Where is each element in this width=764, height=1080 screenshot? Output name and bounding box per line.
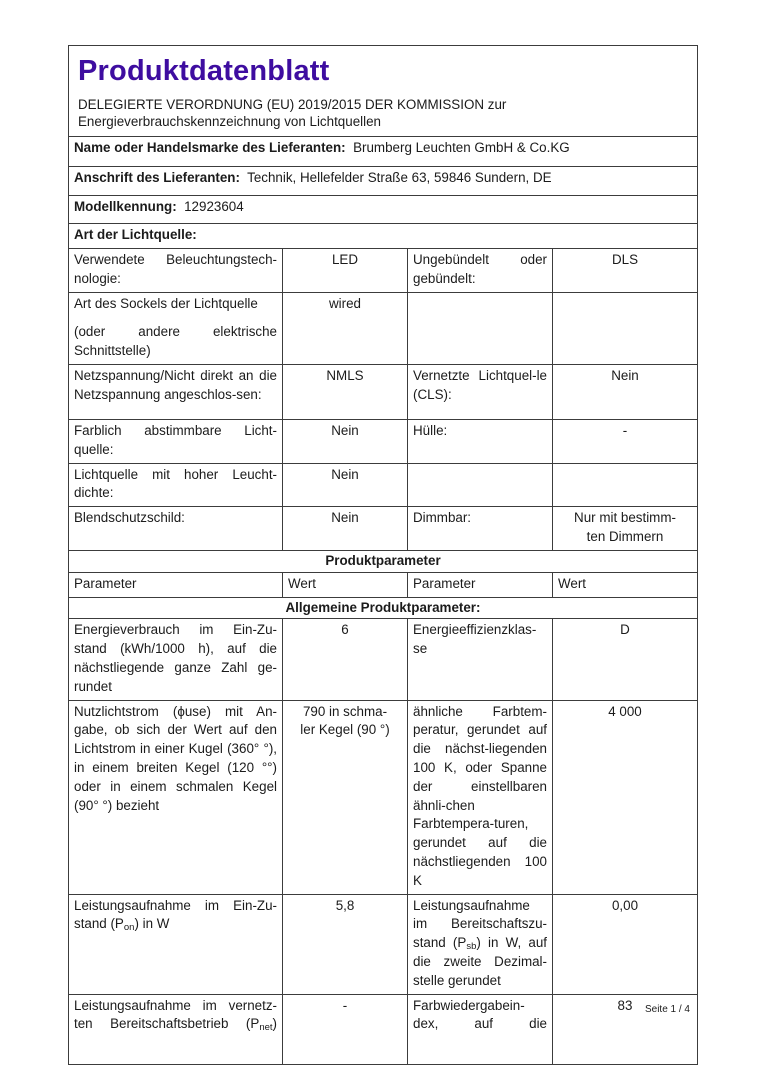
high-luminance-label: Lichtquelle mit hoher Leucht-dichte:	[69, 463, 283, 507]
dimmable-value	[553, 507, 698, 551]
supplier-name-cell	[69, 137, 698, 167]
color-temperature-value: 4 000	[553, 700, 698, 894]
power-networked-label-pre: Leistungsaufnahme im vernetz-ten Bereitschaftsbetrieb (P	[74, 997, 277, 1032]
supplier-name-label: Name oder Handelsmarke des Lieferanten:	[74, 140, 346, 155]
luminous-flux-value-line2: ler Kegel (90 °)	[300, 722, 390, 738]
cri-label: Farbwiedergabein-dex, auf die	[408, 994, 553, 1064]
power-networked-label	[69, 994, 283, 1064]
envelope-label: Hülle:	[408, 419, 553, 463]
empty-cell	[408, 292, 553, 364]
power-networked-value: -	[283, 994, 408, 1064]
power-on-row	[69, 894, 698, 994]
power-standby-subscript: sb	[466, 941, 477, 953]
power-networked-subscript: net	[259, 1022, 273, 1034]
cls-value: Nein	[553, 364, 698, 419]
power-networked-label-post: )	[272, 1016, 277, 1032]
subtitle-line-2: Energieverbrauchskennzeichnung von Lichtquellen	[78, 114, 381, 129]
empty-cell	[408, 463, 553, 507]
socket-label-part1: Art des Sockels der Lichtquelle	[74, 295, 258, 311]
power-on-label-pre: Leistungsaufnahme im Ein-Zu-stand (P	[74, 897, 277, 932]
mains-row	[69, 364, 698, 419]
general-parameters-header-row	[69, 597, 698, 619]
light-source-type-heading: Art der Lichtquelle:	[69, 224, 698, 249]
supplier-name-row	[69, 137, 698, 167]
page-title: Produktdatenblatt	[78, 55, 330, 87]
dimmable-value-line2: ten Dimmern	[586, 528, 664, 544]
dimmable-label: Dimmbar:	[408, 507, 553, 551]
power-on-value: 5,8	[283, 894, 408, 994]
power-on-label-post: ) in W	[134, 916, 170, 932]
tunable-row	[69, 419, 698, 463]
socket-label	[69, 292, 283, 364]
power-standby-value: 0,00	[553, 894, 698, 994]
energy-consumption-value: 6	[283, 619, 408, 700]
energy-class-label: Energieeffizienzklas-se	[408, 619, 553, 700]
power-networked-row	[69, 994, 698, 1064]
mains-label: Netzspannung/Nicht direkt an die Netzspannung angeschlos-sen:	[69, 364, 283, 419]
beam-label: Ungebündelt oder gebündelt:	[408, 249, 553, 293]
high-luminance-row	[69, 463, 698, 507]
product-parameters-header-row	[69, 550, 698, 572]
tunable-value: Nein	[283, 419, 408, 463]
color-temperature-label: ähnliche Farbtem-peratur, gerundet auf die nächst-liegenden 100 K, oder Spanne der einstellbaren ähnli-chen Farbtempera-turen, gerundet auf die nächstliegenden 100 K	[408, 700, 553, 894]
luminous-flux-row	[69, 700, 698, 894]
empty-cell	[553, 292, 698, 364]
energy-class-value: D	[553, 619, 698, 700]
shield-label: Blendschutzschild:	[69, 507, 283, 551]
power-on-label	[69, 894, 283, 994]
datasheet-table	[68, 45, 698, 1065]
shield-value: Nein	[283, 507, 408, 551]
envelope-value: -	[553, 419, 698, 463]
power-standby-label-pre: Leistungsaufnahme im Bereitschaftszu-stand (P	[413, 897, 547, 951]
technology-row	[69, 249, 698, 293]
dimmable-value-line1: Nur mit bestimm-	[574, 510, 676, 526]
luminous-flux-value	[283, 700, 408, 894]
product-parameters-heading: Produktparameter	[69, 550, 698, 572]
luminous-flux-value-line1: 790 in schma-	[302, 703, 388, 719]
col-header-parameter-1: Parameter	[69, 572, 283, 597]
model-id-value: 12923604	[184, 199, 244, 214]
supplier-address-cell	[69, 167, 698, 196]
power-on-subscript: on	[123, 922, 135, 934]
model-id-row	[69, 196, 698, 224]
col-header-value-1: Wert	[283, 572, 408, 597]
high-luminance-value: Nein	[283, 463, 408, 507]
page-number: Seite 1 / 4	[644, 1004, 690, 1015]
luminous-flux-label: Nutzlichtstrom (ϕuse) mit An-gabe, ob sich der Wert auf den Lichtstrom in einer Kugel (360° °), in einem breiten Kegel (120 °°) oder in einem schmalen Kegel (90° °) bezieht	[69, 700, 283, 894]
socket-label-part2: (oder andere elektrische Schnittstelle)	[74, 324, 277, 359]
socket-value: wired	[283, 292, 408, 364]
shield-row	[69, 507, 698, 551]
mains-value: NMLS	[283, 364, 408, 419]
power-standby-label	[408, 894, 553, 994]
title-cell	[69, 46, 698, 137]
technology-value: LED	[283, 249, 408, 293]
tunable-label: Farblich abstimmbare Licht-quelle:	[69, 419, 283, 463]
light-source-type-row	[69, 224, 698, 249]
socket-row	[69, 292, 698, 364]
col-header-value-2: Wert	[553, 572, 698, 597]
cri-value: 83	[553, 994, 698, 1064]
beam-value: DLS	[553, 249, 698, 293]
supplier-address-label: Anschrift des Lieferanten:	[74, 170, 240, 185]
general-parameters-heading: Allgemeine Produktparameter:	[69, 597, 698, 619]
model-id-label: Modellkennung:	[74, 199, 177, 214]
cls-label: Vernetzte Lichtquel-le (CLS):	[408, 364, 553, 419]
supplier-address-row	[69, 167, 698, 196]
energy-consumption-row	[69, 619, 698, 700]
supplier-address-value: Technik, Hellefelder Straße 63, 59846 Sundern, DE	[247, 170, 552, 185]
title-row	[69, 46, 698, 137]
model-id-cell	[69, 196, 698, 224]
empty-cell	[553, 463, 698, 507]
technology-label: Verwendete Beleuchtungstech-nologie:	[69, 249, 283, 293]
column-header-row	[69, 572, 698, 597]
col-header-parameter-2: Parameter	[408, 572, 553, 597]
power-standby-label-post: ) in W, auf die zweite Dezimal-stelle gerundet	[413, 935, 547, 988]
subtitle-line-1: DELEGIERTE VERORDNUNG (EU) 2019/2015 DER KOMMISSION zur	[78, 97, 507, 112]
energy-consumption-label: Energieverbrauch im Ein-Zu-stand (kWh/1000 h), auf die nächstliegende ganze Zahl ge-rundet	[69, 619, 283, 700]
supplier-name-value: Brumberg Leuchten GmbH & Co.KG	[353, 140, 570, 155]
